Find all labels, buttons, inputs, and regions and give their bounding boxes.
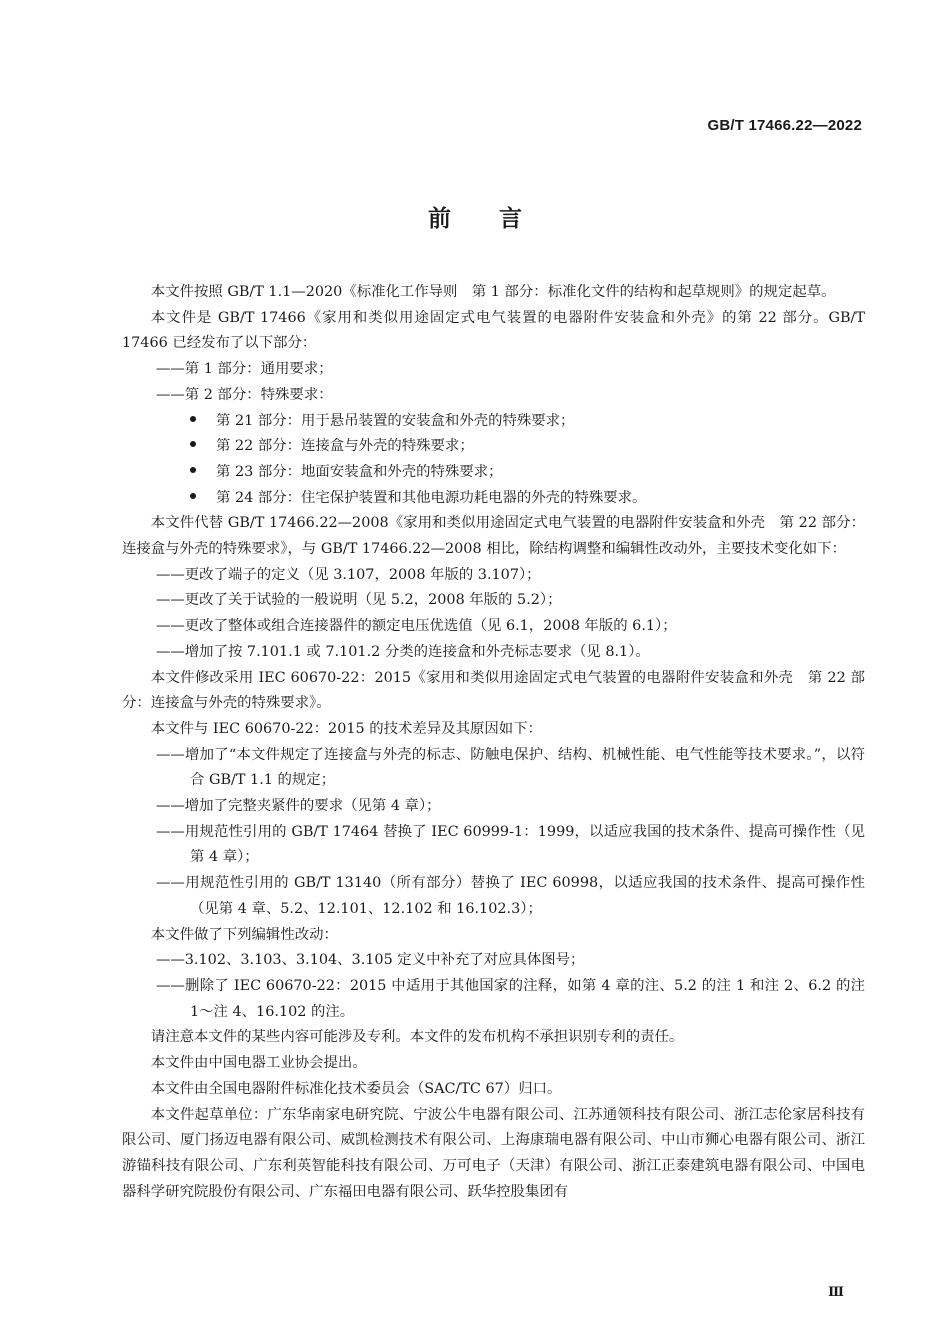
dash-list-item: ——3.102、3.103、3.104、3.105 定义中补充了对应具体图号； [156, 952, 585, 969]
paragraph: 本文件代替 GB/T 17466.22—2008《家用和类似用途固定式电气装置的电器附件安装盒和外壳 第 22 部分：连接盒与外壳的特殊要求》，与 GB/T 17466.22—2008 相比，除结构调整和编辑性改动外，主要技术变化如下： [122, 515, 865, 558]
dash-list-item: ——删除了 IEC 60670-22：2015 中适用于其他国家的注释，如第 4 章的注、5.2 的注 1 和注 2、6.2 的注 1～注 4、16.102 的注。 [156, 977, 865, 1020]
dash-list-item: ——增加了“本文件规定了连接盒与外壳的标志、防触电保护、结构、机械性能、电气性能等技术要求。”，以符合 GB/T 1.1 的规定； [156, 746, 865, 789]
dash-list-item: ——更改了整体或组合连接器件的额定电压优选值（见 6.1，2008 年版的 6.1）； [156, 618, 677, 635]
bullet-dot-icon [190, 467, 196, 473]
paragraph: 本文件是 GB/T 17466《家用和类似用途固定式电气装置的电器附件安装盒和外壳》的第 22 部分。GB/T 17466 已经发布了以下部分： [122, 309, 865, 352]
bullet-text: 第 24 部分：住宅保护装置和其他电源功耗电器的外壳的特殊要求。 [216, 489, 647, 506]
bullet-list-item [122, 434, 865, 460]
dash-list-item: ——用规范性引用的 GB/T 17464 替换了 IEC 60999-1：1999，以适应我国的技术条件、提高可操作性（见第 4 章）； [156, 823, 865, 866]
dash-list-item: ——用规范性引用的 GB/T 13140（所有部分）替换了 IEC 60998，以适应我国的技术条件、提高可操作性（见第 4 章、5.2、12.101、12.102 和 16.102.3）； [156, 875, 865, 917]
bullet-list-item [122, 409, 865, 435]
bullet-list-item [122, 486, 865, 512]
bullet-dot-icon [190, 493, 196, 499]
bullet-text: 第 23 部分：地面安装盒和外壳的特殊要求； [216, 463, 503, 480]
dash-list-item: ——更改了关于试验的一般说明（见 5.2，2008 年版的 5.2）； [156, 592, 562, 609]
paragraph: 本文件起草单位：广东华南家电研究院、宁波公牛电器有限公司、江苏通领科技有限公司、浙江志伦家居科技有限公司、厦门扬迈电器有限公司、威凯检测技术有限公司、上海康瑞电器有限公司、中山市狮心电器有限公司、浙江游锚科技有限公司、广东利英智能科技有限公司、万可电子（天津）有限公司、浙江正泰建筑电器有限公司、中国电器科学研究院股份有限公司、广东福田电器有限公司、跃华控股集团有 [122, 1106, 865, 1200]
paragraph: 本文件修改采用 IEC 60670-22：2015《家用和类似用途固定式电气装置的电器附件安装盒和外壳 第 22 部分：连接盒与外壳的特殊要求》。 [122, 669, 865, 712]
dash-list-item: ——更改了端子的定义（见 3.107，2008 年版的 3.107）； [156, 566, 541, 583]
bullet-dot-icon [190, 441, 196, 447]
document-number: GB/T 17466.22—2022 [707, 117, 862, 134]
dash-list-item: ——第 1 部分：通用要求； [156, 361, 333, 378]
document-body [122, 280, 865, 1205]
bullet-text: 第 22 部分：连接盒与外壳的特殊要求； [216, 438, 474, 455]
dash-list-item: ——增加了按 7.101.1 或 7.101.2 分类的连接盒和外壳标志要求（见 8.1）。 [156, 643, 650, 660]
paragraph: 本文件按照 GB/T 1.1—2020《标准化工作导则 第 1 部分：标准化文件的结构和起草规则》的规定起草。 [150, 284, 836, 300]
bullet-dot-icon [190, 416, 196, 422]
paragraph: 本文件由全国电器附件标准化技术委员会（SAC/TC 67）归口。 [150, 1080, 562, 1097]
paragraph: 本文件由中国电器工业协会提出。 [150, 1055, 367, 1072]
dash-list-item: ——第 2 部分：特殊要求： [156, 386, 333, 403]
page-number: Ⅲ [828, 1284, 844, 1299]
bullet-list-item [122, 460, 865, 486]
paragraph: 本文件做了下列编辑性改动： [150, 926, 338, 943]
bullet-text: 第 21 部分：用于悬吊装置的安装盒和外壳的特殊要求； [216, 412, 575, 429]
dash-list-item: ——增加了完整夹紧件的要求（见第 4 章）； [156, 798, 441, 815]
page-title: 前言 [428, 206, 570, 232]
paragraph: 请注意本文件的某些内容可能涉及专利。本文件的发布机构不承担识别专利的责任。 [150, 1029, 684, 1046]
paragraph: 本文件与 IEC 60670-22：2015 的技术差异及其原因如下： [150, 720, 542, 737]
